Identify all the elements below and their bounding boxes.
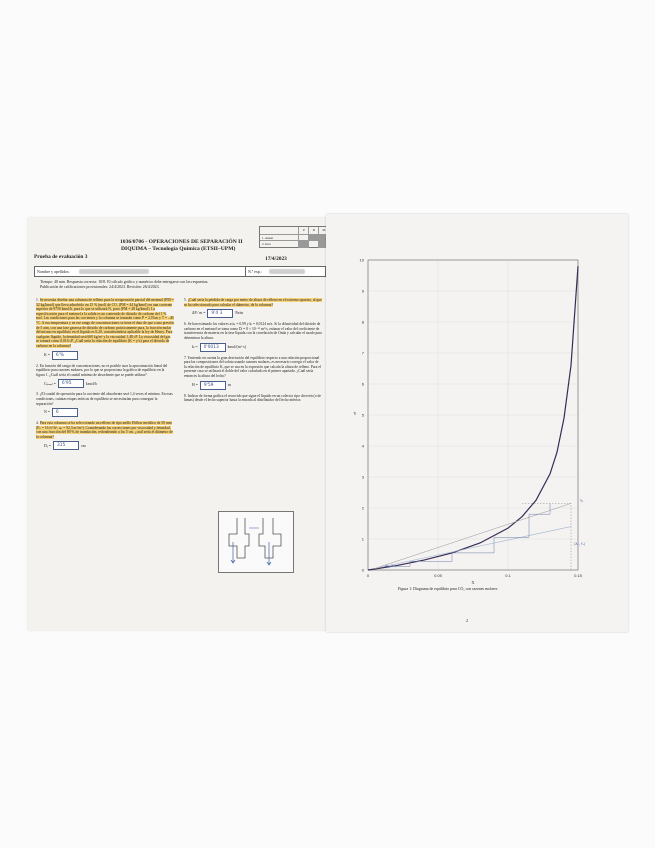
answer-4-box[interactable]: 315: [53, 441, 79, 450]
question-2-text: En función del rango de concentraciones, no es posible usar la aproximación lineal del equilibrio para razones molares, por lo que se proporciona la gráfica de equilibrio en la figura 1. ¿Cuál sería el caudal mínimo de absorbente que se puede utilizar?: [36, 363, 168, 377]
chart-series: [368, 266, 578, 570]
y-tick-label: 1: [361, 536, 364, 542]
grade-col-m: M: [318, 227, 329, 234]
x-tick-label: 0.15: [574, 573, 582, 578]
grade-col-r: R: [308, 227, 319, 234]
question-8: 8. Indicar de forma gráfica el recorrido que sigue el líquido en un colector tipo chevrón (o de lamas) desde el lecho superior hasta la entrada al distribuidor del lecho inferior.: [184, 393, 321, 403]
answer-2-box[interactable]: 6'95: [58, 379, 84, 388]
chart-grid: [368, 260, 578, 570]
question-6-text: Se han estimado los valores a/aₚ = 0,99 y kₗ = 0,0124 m/s. Si la difusividad del dióxido de carbono en el metanol se toma como Dₗ = 8 × 10⁻¹⁰ m²/s, estimar el valor del coeficiente de transferencia de materia en la fase líquida con la correlación de Onda y calcular el usado para determinar la altura.: [184, 322, 322, 340]
answer-6-box[interactable]: 0'0013: [200, 343, 226, 352]
series-line-operating-min: [375, 527, 571, 569]
question-8-text: Indicar de forma gráfica el recorrido que sigue el líquido en un colector tipo chevrón (o de lamas) desde el lecho superior hasta la entrada al distribuidor del lecho inferior.: [184, 393, 321, 403]
name-label: Nombre y apellidos:: [37, 268, 70, 274]
y-tick-label: 10: [359, 257, 364, 263]
question-2: 2. En función del rango de concentraciones, no es posible usar la aproximación lineal del equilibrio para razones molares, por lo que se proporciona la gráfica de equilibrio en la figura 1. ¿Cuál sería el caudal mínimo de absorbente que se puede utilizar?: [36, 363, 168, 377]
grade-row-1: 1. Ausen: [262, 235, 274, 240]
redacted-name: [79, 269, 149, 274]
annotation-y1: Y₁: [580, 498, 584, 503]
page-number: 2: [466, 618, 468, 623]
chart-annotations: [385, 499, 586, 568]
test-title: Prueba de evaluación 3: [34, 254, 88, 260]
answer-3: N = 6: [44, 408, 174, 417]
question-5-text: ¿Cuál sería la pérdida de carga por metro de altura de relleno en el extremo opuesto, al que se ha seleccionado para calcular el diámetro, de la columna?: [184, 298, 322, 307]
questions-column-2: [184, 298, 322, 405]
question-7-text: Teniendo en cuenta la gran desviación del equilibrio respecto a una relación proporcional para las composiciones del soluto usando razones molares, es necesario corregir el valor de la relación de equilibrio K, que se usa en la expresión que calcula la altura de relleno. Para el presente caso se utilizará el doble del valor calculado en el primer apartado. ¿Cuál sería entonces la altura del lecho?: [184, 355, 321, 378]
answer-5: ΔP / m = 9'4 3 Pa/m: [192, 311, 244, 317]
y-tick-label: 5: [361, 412, 364, 418]
answer-5-box[interactable]: 9'4 3: [207, 309, 233, 318]
student-name-field[interactable]: [34, 266, 326, 277]
exp-label: N.º exp.:: [248, 268, 263, 274]
answer-3-box[interactable]: 6: [52, 408, 78, 417]
x-axis-label: X: [471, 580, 475, 585]
series-line-equilibrium: [368, 266, 578, 570]
y-tick-label: 4: [361, 443, 364, 449]
answer-7: H = 9'59 m: [192, 382, 231, 388]
chevron-sketch-box[interactable]: [218, 511, 294, 573]
y-tick-label: 9: [361, 288, 364, 294]
chevron-sketch-drawing: [219, 512, 293, 572]
exam-date: 17/4/2023: [265, 256, 287, 262]
answer-2: Gₗ,ₘᵢₙ = 6'95 kmol/h: [44, 381, 97, 387]
x-tick-label: 0: [366, 573, 370, 578]
y-tick-label: 6: [361, 381, 364, 387]
equilibrium-chart: [326, 214, 628, 632]
grade-table: [259, 226, 329, 248]
y-axis-label: Y: [353, 411, 357, 416]
exam-page-left: [28, 218, 330, 630]
questions-column-1: [36, 298, 174, 453]
question-4: 4. Para esta columna se ha seleccionado un relleno de tipo anillo Hiflow metálico de 50 mm (Fₚ = 16 ft²/ft³, aₚ = 92,3 m²/m³). Considerando las correcciones por viscosidad y densidad, con una fracción del 80 % de inundación, redondeando a los 5 cm, ¿cuál sería el diámetro de la columna?: [36, 421, 173, 439]
y-tick-label: 8: [361, 319, 364, 325]
annotation-bottom: (x₁, Y₂): [384, 564, 396, 568]
question-5: 5. ¿Cuál sería la pérdida de carga por metro de altura de relleno en el extremo opuesto, al que se ha seleccionado para calcular el diámetro, de la columna?: [184, 298, 322, 307]
course-title: 1036/0706 - OPERACIONES DE SEPARACIÓN II: [120, 239, 243, 245]
question-1-text: Se necesita diseñar una columna de relleno para la recuperación parcial del metanol (PM = 32 kg/kmol) que lleva adsorbido un 15 % (mol) de CO₂ (PM = 44 kg/kmol) en una corriente superior de 9750 kmol/h, para lo que se utilizará N₂ puro (PM = 28 kg/kmol). La especificación para el metanol a la salida es un contenido de dióxido de carbono del 1 % mol. Las condiciones para las corrientes y la columna se tomarán como P = 2,0 bar y T = –40 °C. A esa temperatura y en ese rango de concentraciones se tiene el dato de que a una presión de 5 atm, con una fase gaseosa de dióxido de carbono prácticamente pura, la fracción molar del mismo en equilibrio en el líquido es 0,20, considerándose aplicable la ley de Henry. Para cualquier líquido, la densidad será 660 kg/m³ y la viscosidad 1,48 cP. La viscosidad del gas se tomará como 0,016 cP. ¿Cuál sería la relación de equilibrio (K = y/x) para el dióxido de carbono en la columna?: [36, 298, 174, 348]
x-tick-label: 0.05: [434, 573, 442, 578]
series-line-operating: [375, 503, 571, 568]
answer-6: kₗ = 0'0013 kmol/(m²·s): [192, 344, 246, 350]
annotation-xe: (Xₑ, Yₑ): [574, 542, 586, 547]
grade-row-2: 2. Inco: [262, 242, 271, 247]
redacted-exp: [269, 269, 305, 274]
grade-col-p: P: [298, 227, 309, 234]
chart-axes: [353, 258, 582, 586]
question-6: 6. Se han estimado los valores a/aₚ = 0,99 y kₗ = 0,0124 m/s. Si la difusividad del dióxido de carbono en el metanol se toma como Dₗ = 8 × 10⁻¹⁰ m²/s, estimar el valor del coeficiente de transferencia de materia en la fase líquida con la correlación de Onda y calcular el usado para determinar la altura.: [184, 322, 322, 340]
y-tick-label: 7: [361, 350, 364, 356]
y-tick-label: 3: [361, 474, 364, 480]
department: DIQUIMA – Tecnología Química (ETSII–UPM): [121, 246, 236, 252]
answer-4: Dₜ = 315 cm: [44, 443, 86, 449]
instructions: Tiempo: 40 min. Respuesta correcta: 10/8. El cálculo gráfico y numérico debe entregarse con las respuestas. Publicación de calificaciones provisionales: 24/4/2023. Revisión: 26/4/2023.: [40, 280, 209, 289]
answer-7-box[interactable]: 9'59: [200, 381, 226, 390]
x-tick-label: 0.1: [505, 573, 511, 578]
answer-1-box[interactable]: 6'%: [52, 351, 78, 360]
question-4-text: Para esta columna se ha seleccionado un relleno de tipo anillo Hiflow metálico de 50 mm (Fₚ = 16 ft²/ft³, aₚ = 92,3 m²/m³). Considerando las correcciones por viscosidad y densidad, con una fracción del 80 % de inundación, redondeando a los 5 cm, ¿cuál sería el diámetro de la columna?: [36, 421, 173, 439]
answer-1: K = 6'%: [44, 351, 174, 360]
y-tick-label: 0: [361, 567, 364, 573]
question-3: 3. ¿El caudal de operación para la corriente del absorbente será 1,4 veces el mínimo. En esas condiciones, cuántas etapas teóricas de equilibrio se necesitarían para conseguir la separación?: [36, 392, 173, 406]
figure-caption: Figura 1: Diagrama de equilibrio para CO₂ con razones molares: [398, 587, 498, 591]
question-3-text: ¿El caudal de operación para la corriente del absorbente será 1,4 veces el mínimo. En esas condiciones, cuántas etapas teóricas de equilibrio se necesitarían para conseguir la separación?: [36, 392, 173, 406]
figure-page-right: [326, 214, 628, 632]
y-tick-label: 2: [361, 505, 364, 511]
question-7: 7. Teniendo en cuenta la gran desviación del equilibrio respecto a una relación proporcional para las composiciones del soluto usando razones molares, es necesario corregir el valor de la relación de equilibrio K, que se usa en la expresión que calcula la altura de relleno. Para el presente caso se utilizará el doble del valor calculado en el primer apartado. ¿Cuál sería entonces la altura del lecho?: [184, 355, 321, 378]
question-1: 1. Se necesita diseñar una columna de relleno para la recuperación parcial del metanol (PM = 32 kg/kmol) que lleva adsorbido un 15 % (mol) de CO₂ (PM = 44 kg/kmol) en una corriente superior de 9750 kmol/h, para lo que se utilizará N₂ puro (PM = 28 kg/kmol). La especificación para el metanol a la salida es un contenido de dióxido de carbono del 1 % mol. Las condiciones para las corrientes y la columna se tomarán como P = 2,0 bar y T = –40 °C. A esa temperatura y en ese rango de concentraciones se tiene el dato de que a una presión de 5 atm, con una fase gaseosa de dióxido de carbono prácticamente pura, la fracción molar del mismo en equilibrio en el líquido es 0,20, considerándose aplicable la ley de Henry. Para cualquier líquido, la densidad será 660 kg/m³ y la viscosidad 1,48 cP. La viscosidad del gas se tomará como 0,016 cP. ¿Cuál sería la relación de equilibrio (K = y/x) para el dióxido de carbono en la columna?: [36, 298, 174, 348]
